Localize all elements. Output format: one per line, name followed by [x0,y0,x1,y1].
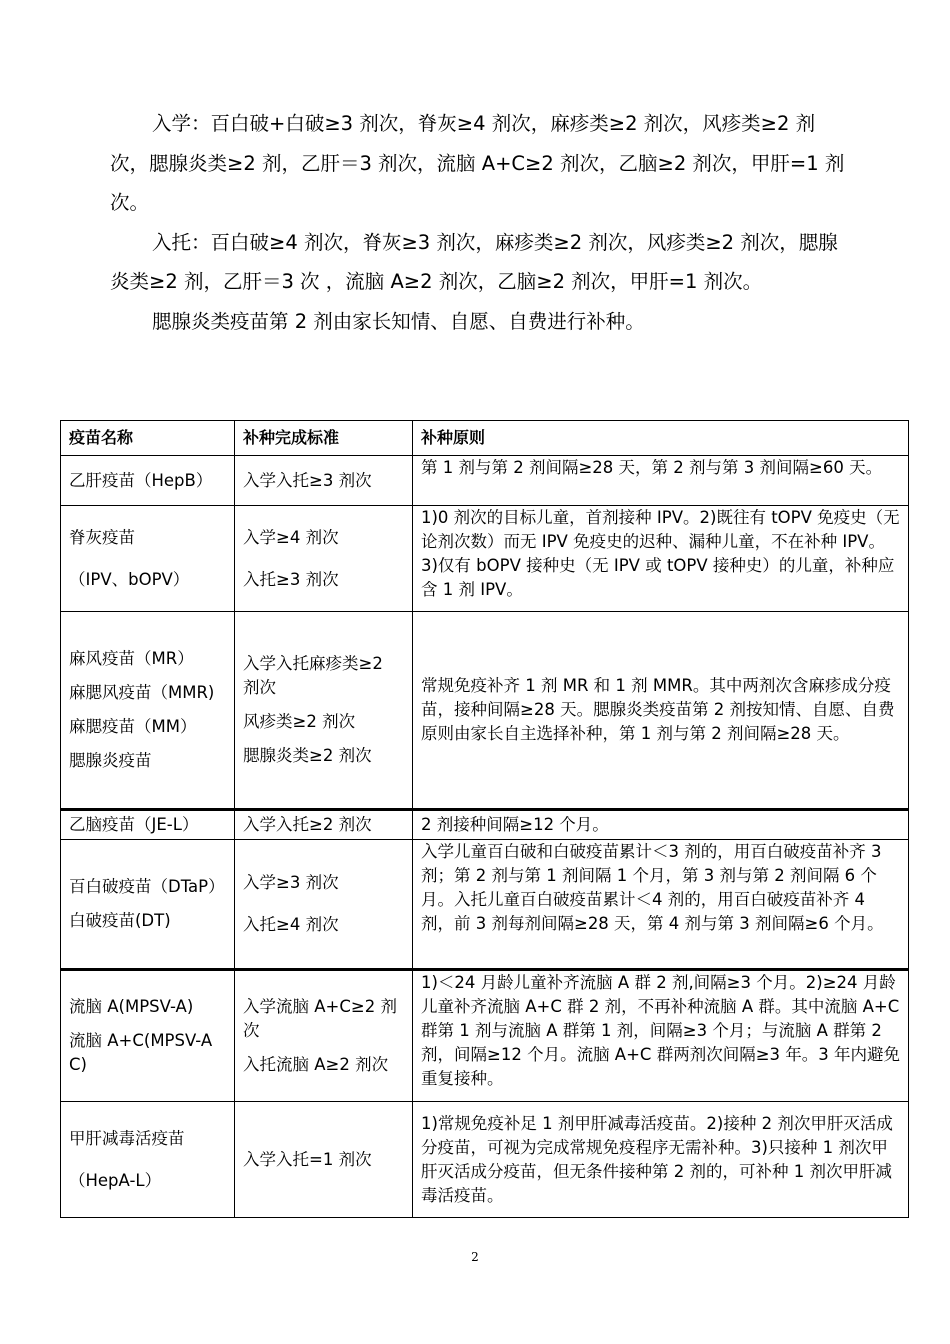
cell-vaccine-name [61,506,235,612]
cell-vaccine-name [61,456,235,506]
cell-principle: 1)常规免疫补足 1 剂甲肝减毒活疫苗。2)接种 2 剂次甲肝灭活成分疫苗，可视为完成常规免疫程序无需补种。3)只接种 1 剂次甲肝灭活成分疫苗，但无条件接种第 2 剂的，可补种 1 剂次甲肝减毒活疫苗。 [413,1102,909,1218]
vaccine-name-line: 麻风疫苗（MR） [69,649,194,668]
standard-line: 入托≥4 剂次 [243,915,339,934]
cell-vaccine-name [61,840,235,970]
cell-principle: 常规免疫补齐 1 剂 MR 和 1 剂 MMR。其中两剂次含麻疹成分疫苗，接种间隔≥28 天。腮腺炎类疫苗第 2 剂按知情、自愿、自费原则由家长自主选择补种，第 1 剂与第 2 剂间隔≥28 天。 [413,612,909,810]
standard-line: 入学≥4 剂次 [243,527,339,547]
cell-standard [235,1102,413,1218]
vaccine-name-line: 乙肝疫苗（HepB） [69,470,213,490]
vaccine-name-line: 乙脑疫苗（JE-L） [69,815,199,834]
cell-standard [235,970,413,1102]
standard-line: 入学入托麻疹类≥2 剂次 [243,654,383,697]
cell-vaccine-name [61,612,235,810]
cell-standard [235,810,413,840]
intro-paragraph-mumps-note: 腮腺炎类疫苗第 2 剂由家长知情、自愿、自费进行补种。 [152,309,645,333]
standard-line: 入学≥3 剂次 [243,873,339,892]
table-row-measles [61,612,909,810]
cell-principle: 1)＜24 月龄儿童补齐流脑 A 群 2 剂,间隔≥3 个月。2)≥24 月龄儿童补齐流脑 A+C 群 2 剂，不再补种流脑 A 群。其中流脑 A+C 群第 1 剂与流脑 A 群第 1 剂，间隔≥3 个月；与流脑 A 群第 2 剂，间隔≥12 个月。流脑 A+C 群两剂次间隔≥3 年。3 年内避免重复接种。 [413,970,909,1102]
table-row-polio [61,506,909,612]
header-catchup-principle: 补种原则 [413,421,909,456]
standard-line: 风疹类≥2 剂次 [243,712,356,731]
cell-vaccine-name [61,1102,235,1218]
header-vaccine-name: 疫苗名称 [61,421,235,456]
cell-principle: 第 1 剂与第 2 剂间隔≥28 天，第 2 剂与第 3 剂间隔≥60 天。 [413,456,909,506]
vaccine-name-line: 腮腺炎疫苗 [69,751,152,770]
vaccine-name-line: 白破疫苗(DT) [69,911,171,930]
standard-line: 腮腺炎类≥2 剂次 [243,746,372,765]
standard-line: 入托≥3 剂次 [243,569,339,589]
intro-text [110,104,850,341]
vaccine-name-line: 脊灰疫苗 [69,527,135,547]
cell-principle: 1)0 剂次的目标儿童，首剂接种 IPV。2)既往有 tOPV 免疫史（无论剂次数）而无 IPV 免疫史的迟种、漏种儿童，不在补种 IPV。3)仅有 bOPV 接种史（无 IPV 或 tOPV 接种史）的儿童，补种应含 1 剂 IPV。 [413,506,909,612]
intro-paragraph-school: 入学：百白破+白破≥3 剂次，脊灰≥4 剂次，麻疹类≥2 剂次，风疹类≥2 剂次，腮腺炎类≥2 剂，乙肝＝3 剂次，流脑 A+C≥2 剂次，乙脑≥2 剂次，甲肝=1 剂次。 [110,112,845,214]
vaccine-name-line: （IPV、bOPV） [69,569,190,589]
vaccine-name-line: （HepA-L） [69,1170,162,1190]
cell-standard [235,456,413,506]
standard-line: 入学流脑 A+C≥2 剂次 [243,997,397,1040]
table-row-je [61,810,909,840]
table-row-hepa [61,1102,909,1218]
standard-line: 入学入托≥3 剂次 [243,470,372,490]
vaccine-name-line: 流脑 A+C(MPSV-AC) [69,1031,213,1074]
cell-principle: 2 剂接种间隔≥12 个月。 [413,810,909,840]
cell-standard [235,612,413,810]
vaccine-name-line: 甲肝减毒活疫苗 [69,1128,185,1148]
header-completion-standard: 补种完成标准 [235,421,413,456]
standard-line: 入学入托≥2 剂次 [243,815,372,834]
intro-paragraph-nursery: 入托：百白破≥4 剂次，脊灰≥3 剂次，麻疹类≥2 剂次，风疹类≥2 剂次，腮腺炎类≥2 剂，乙肝＝3 次 ，流脑 A≥2 剂次，乙脑≥2 剂次，甲肝=1 剂次。 [110,230,838,293]
vaccine-catchup-table [60,420,909,1218]
cell-vaccine-name [61,970,235,1102]
page-number: 2 [471,1250,479,1264]
cell-standard [235,840,413,970]
vaccine-name-line: 麻腮疫苗（MM） [69,717,197,736]
vaccine-name-line: 流脑 A(MPSV-A) [69,997,194,1016]
table-header-row [61,421,909,456]
standard-line: 入托流脑 A≥2 剂次 [243,1055,389,1074]
cell-standard [235,506,413,612]
vaccine-name-line: 麻腮风疫苗（MMR) [69,683,215,702]
standard-line: 入学入托=1 剂次 [243,1149,372,1169]
cell-vaccine-name [61,810,235,840]
vaccine-name-line: 百白破疫苗（DTaP） [69,877,225,896]
cell-principle: 入学儿童百白破和白破疫苗累计＜3 剂的，用百白破疫苗补齐 3 剂；第 2 剂与第 1 剂间隔 1 个月，第 3 剂与第 2 剂间隔 6 个月。入托儿童百白破疫苗累计＜4 剂的，用百白破疫苗补齐 4 剂，前 3 剂每剂间隔≥28 天，第 4 剂与第 3 剂间隔≥6 个月。 [413,840,909,970]
table-row-mpsv [61,970,909,1102]
table-row-hepb [61,456,909,506]
table-row-dtap [61,840,909,970]
